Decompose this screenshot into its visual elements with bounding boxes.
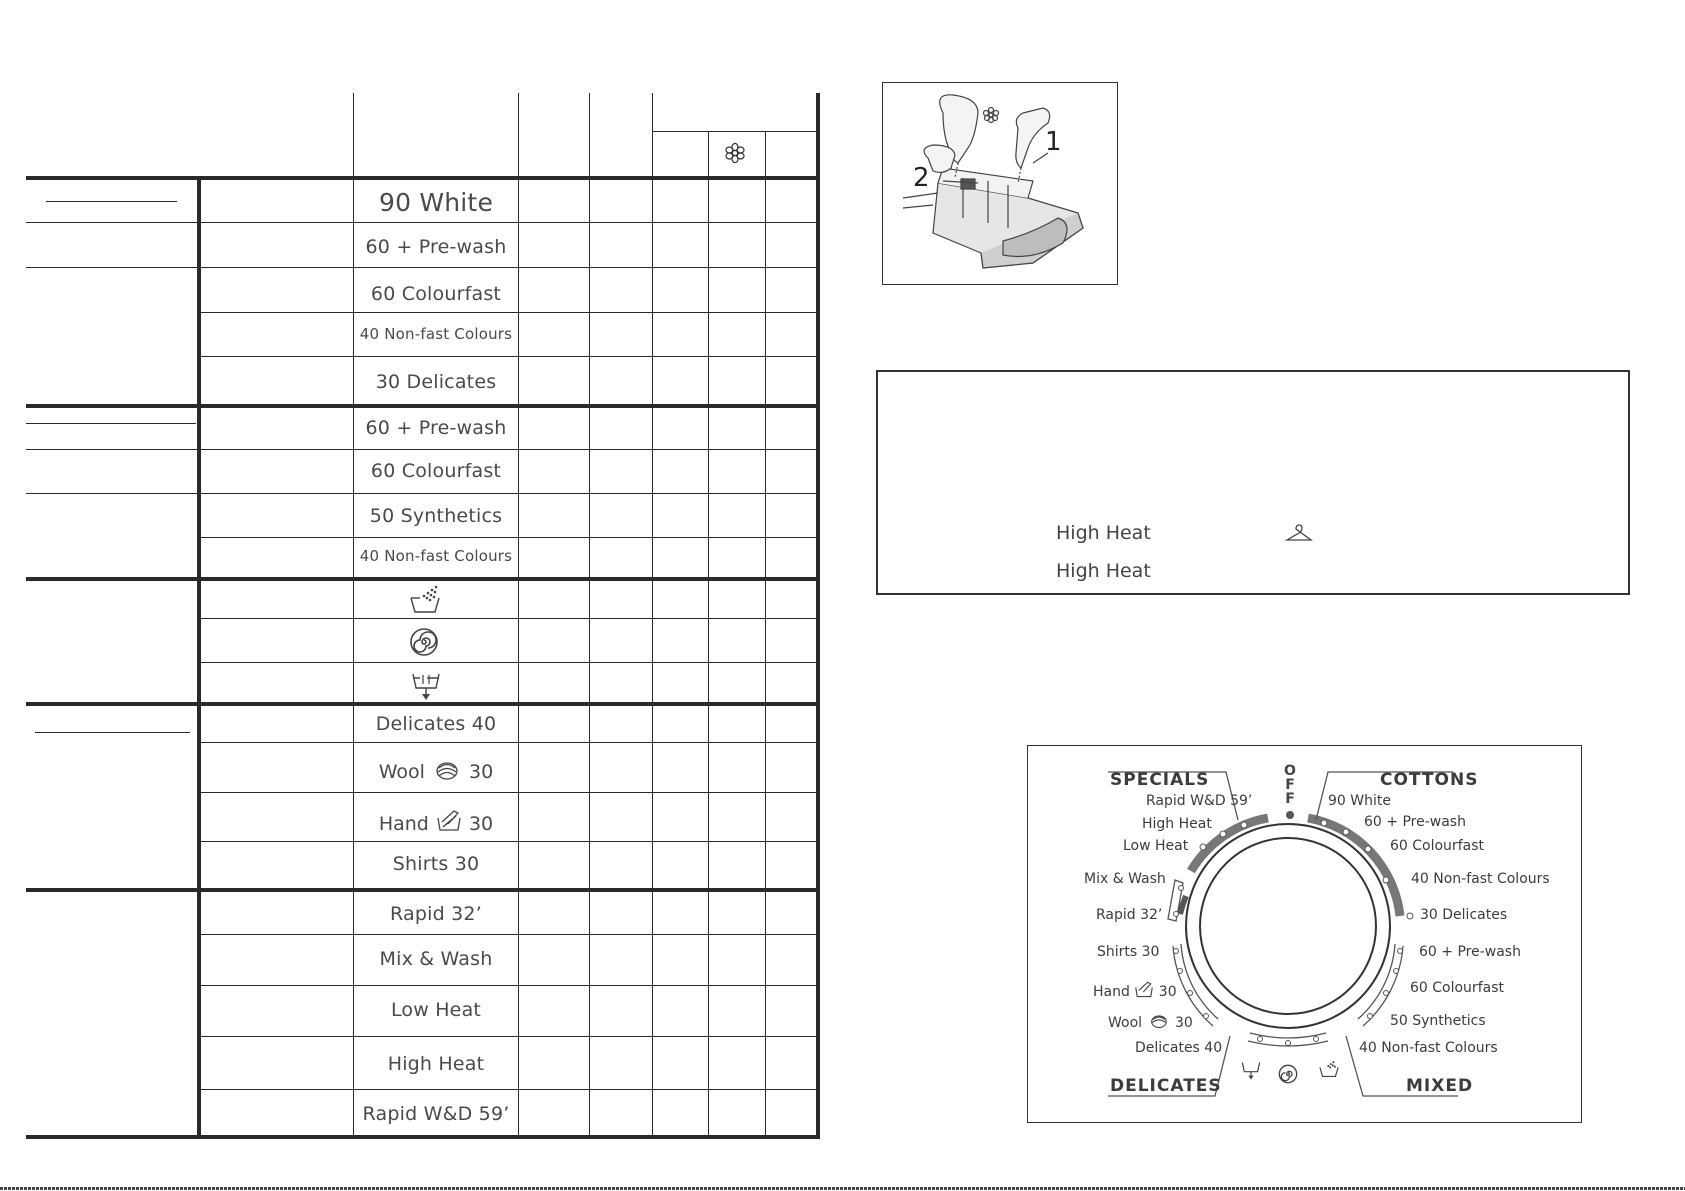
hand-wash-icon <box>1134 980 1154 998</box>
programme-table <box>0 0 830 1150</box>
row-rule <box>199 662 817 663</box>
program-label-hand <box>352 808 520 835</box>
dial-category-delicates: DELICATES <box>1110 1076 1222 1096</box>
program-label: Mix & Wash <box>379 948 493 970</box>
dial-category-specials: SPECIALS <box>1110 770 1210 790</box>
drying-line-2: High Heat <box>1056 560 1151 582</box>
row-rule <box>199 267 817 268</box>
program-label: Shirts 30 <box>392 853 480 875</box>
dial-wool-label: Wool <box>1108 1015 1143 1031</box>
dial-wool-temp: 30 <box>1174 1015 1193 1031</box>
group-rule <box>26 267 198 268</box>
row-rule <box>199 1089 817 1090</box>
row-rule <box>199 742 817 743</box>
row-rule <box>199 841 817 842</box>
thick-rule <box>26 888 820 892</box>
dial-item: Shirts 30 <box>1097 944 1160 960</box>
program-label: 60 + Pre-wash <box>365 417 507 439</box>
dial-item: 40 Non-fast Colours <box>1359 1040 1498 1056</box>
callout-2: 2 <box>913 163 930 193</box>
table-right-border <box>816 93 820 1138</box>
row-rule <box>199 537 817 538</box>
row-rule <box>199 312 817 313</box>
dial-item-hand <box>1093 980 1177 1000</box>
dial-knob-outer[interactable] <box>1186 824 1390 1028</box>
fabric-softener-flower-icon <box>724 142 746 164</box>
row-rule <box>199 356 817 357</box>
dial-item: Low Heat <box>1123 838 1189 854</box>
program-label: Delicates 40 <box>375 713 497 735</box>
program-label: Rapid W&D 59’ <box>362 1103 510 1125</box>
program-label: 50 Synthetics <box>369 505 503 527</box>
row-rule <box>199 985 817 986</box>
dial-item: Rapid W&D 59’ <box>1146 793 1253 809</box>
dial-item: Mix & Wash <box>1084 871 1166 887</box>
row-rule <box>199 792 817 793</box>
header-sub-rule <box>652 131 818 132</box>
col-line <box>652 93 653 1135</box>
hand-wash-icon <box>436 808 462 832</box>
group-rule <box>26 222 198 223</box>
wool-icon <box>1150 1013 1168 1029</box>
hand-label: Hand <box>378 813 429 835</box>
hand-temp: 30 <box>468 813 494 835</box>
thick-rule <box>26 404 820 408</box>
col-line <box>589 93 590 1135</box>
off-marker <box>1286 811 1294 819</box>
row-rule <box>199 493 817 494</box>
program-label: 60 Colourfast <box>370 283 502 305</box>
rinse-icon <box>408 584 442 614</box>
spin-icon <box>409 627 439 657</box>
thick-rule <box>26 702 820 706</box>
dial-hand-temp: 30 <box>1158 984 1177 1000</box>
group-rule <box>35 732 190 733</box>
row-rule <box>199 222 817 223</box>
programme-dial <box>1027 745 1582 1123</box>
dial-hand-label: Hand <box>1093 984 1130 1000</box>
row-rule <box>199 934 817 935</box>
group-rule <box>26 449 198 450</box>
dial-item: High Heat <box>1142 816 1212 832</box>
dial-item: Rapid 32’ <box>1096 907 1163 923</box>
spin-icon <box>1278 1064 1298 1084</box>
drying-info-box <box>876 370 1630 595</box>
thick-rule <box>26 1135 820 1139</box>
dial-item: Delicates 40 <box>1135 1040 1223 1056</box>
row-rule <box>199 449 817 450</box>
hanger-icon <box>1284 524 1314 544</box>
wool-label: Wool <box>378 761 425 783</box>
drain-icon <box>1241 1061 1261 1081</box>
program-label: 30 Delicates <box>375 371 497 393</box>
dial-item: 30 Delicates <box>1420 907 1508 923</box>
group-column-border <box>197 178 201 1138</box>
rinse-icon <box>1318 1058 1340 1078</box>
dial-category-cottons: COTTONS <box>1380 770 1479 790</box>
program-label: 90 White <box>378 188 494 217</box>
wool-icon <box>435 759 459 781</box>
dial-item-wool <box>1108 1013 1193 1031</box>
thick-rule <box>26 176 820 180</box>
program-label: 60 Colourfast <box>370 460 502 482</box>
thick-rule <box>26 577 820 581</box>
program-label: 40 Non-fast Colours <box>359 325 513 343</box>
group-rule <box>26 493 198 494</box>
dial-knob-inner[interactable] <box>1200 838 1376 1014</box>
dispenser-figure <box>882 82 1118 285</box>
dial-item: 60 + Pre-wash <box>1419 944 1521 960</box>
group-rule <box>26 423 196 424</box>
program-label: Rapid 32’ <box>390 903 482 925</box>
page-bottom-rule <box>0 1187 1685 1190</box>
program-label: 40 Non-fast Colours <box>359 547 513 565</box>
dial-item: 60 Colourfast <box>1410 980 1504 996</box>
drying-line-1: High Heat <box>1056 522 1151 544</box>
dial-category-mixed: MIXED <box>1406 1076 1474 1096</box>
program-label: 60 + Pre-wash <box>365 236 507 258</box>
dial-item: 40 Non-fast Colours <box>1411 871 1550 887</box>
dial-item: 50 Synthetics <box>1390 1013 1486 1029</box>
program-label: High Heat <box>387 1053 485 1075</box>
group-rule <box>46 201 177 202</box>
dial-item: 60 Colourfast <box>1390 838 1484 854</box>
row-rule <box>199 1036 817 1037</box>
row-rule <box>199 618 817 619</box>
wool-temp: 30 <box>469 761 494 783</box>
drain-icon <box>411 672 441 702</box>
dial-item: 60 + Pre-wash <box>1364 814 1466 830</box>
left-arc <box>1180 896 1186 914</box>
dial-item: 90 White <box>1328 793 1391 809</box>
dial-off-label: OFF <box>1284 763 1296 807</box>
program-label: Low Heat <box>390 999 482 1021</box>
callout-1: 1 <box>1045 127 1062 157</box>
program-label-wool <box>352 759 520 783</box>
